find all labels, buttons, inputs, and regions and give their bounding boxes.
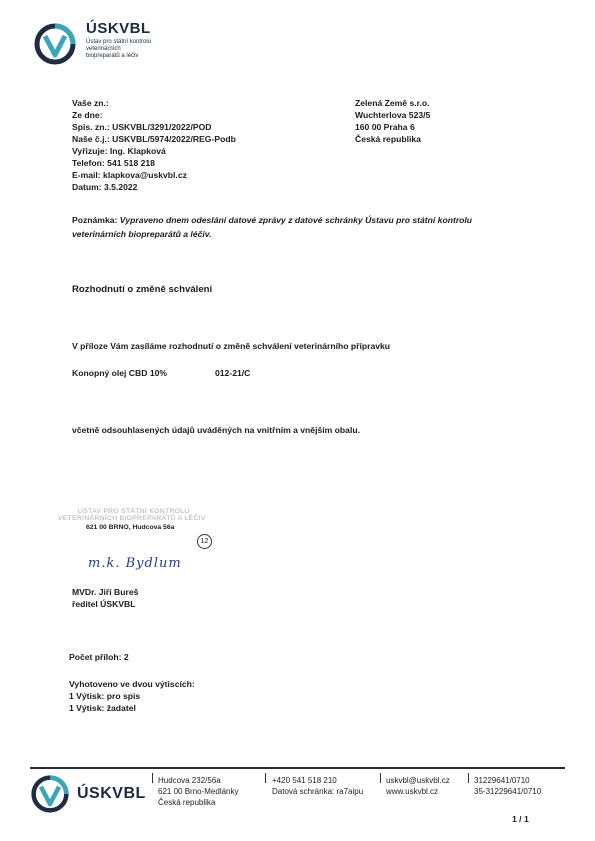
footer-logo-name: ÚSKVBL (77, 785, 146, 802)
uskvbl-logo-icon (30, 774, 70, 814)
footer-separator (265, 773, 266, 783)
ref-our-number: Naše č.j.: USKVBL/5974/2022/REG-Podb (72, 134, 236, 144)
body-intro: V příloze Vám zasíláme rozhodnutí o změně schválení veterinárního přípravku (72, 341, 391, 351)
page-number: 1 / 1 (512, 814, 529, 824)
uskvbl-logo-icon (33, 22, 77, 66)
footer-ids: 31229641/0710 35-31229641/0710 (474, 776, 542, 796)
footer-separator (152, 773, 153, 783)
footer-web (386, 775, 450, 797)
ref-date-of: Ze dne: (72, 110, 103, 120)
header-logo-name: ÚSKVBL (86, 20, 151, 37)
ref-your-ref: Vaše zn.: (72, 98, 109, 108)
header-logo-subtitle: Ústav pro státní kontrolu veterinárních biopreparátů a léčiv (86, 39, 152, 59)
ref-email: E-mail: klapkova@uskvbl.cz (72, 170, 187, 180)
footer-address: Hudcova 232/56a 621 00 Brno-Medlánky Česká republika (158, 776, 239, 807)
note-text-2: veterinárních biopreparátů a léčiv. (72, 229, 212, 239)
footer-email-link[interactable]: uskvbl@uskvbl.cz (386, 776, 450, 785)
subject-heading: Rozhodnutí o změně schválení (72, 284, 213, 295)
reference-block (72, 97, 236, 193)
note-label: Poznámka: (72, 215, 118, 225)
attachments-count: Počet příloh: 2 (69, 652, 129, 662)
footer-website-link[interactable]: www.uskvbl.cz (386, 787, 439, 796)
ref-phone: Telefon: 541 518 218 (72, 158, 155, 168)
dispatch-note (72, 213, 472, 241)
signatory-name: MVDr. Jiří Bureš (72, 587, 139, 597)
official-stamp: ÚSTAV PRO STÁTNÍ KONTROLU VETERINÁRNÍCH BIOPREPARÁTŮ A LÉČIV 621 00 BRNO, Hudcova 56a (58, 508, 206, 531)
body-closing: včetně odsouhlasených údajů uváděných na vnitřním a vnějším obalu. (72, 425, 360, 435)
footer-separator (380, 773, 381, 783)
signatory-title: ředitel ÚSKVBL (72, 599, 136, 609)
ref-handled-by: Vyřizuje: Ing. Klapková (72, 146, 166, 156)
product-name: Konopný olej CBD 10% (72, 368, 168, 378)
handwritten-signature: m.k. Bydlum (88, 556, 182, 571)
header-logo (33, 22, 77, 71)
note-text-1: Vypraveno dnem odeslání datové zprávy z datové schránky Ústavu pro státní kontrolu (119, 215, 473, 225)
footer-divider (30, 767, 565, 769)
footer-contact: +420 541 518 210 Datová schránka: ra7aipu (272, 776, 364, 796)
ref-file-number: Spis. zn.: USKVBL/3291/2022/POD (72, 122, 212, 132)
recipient-address: Zelená Země s.r.o. Wuchterlova 523/5 160 00 Praha 6 Česká republika (355, 98, 431, 144)
ref-date: Datum: 3.5.2022 (72, 182, 138, 192)
footer-logo (30, 774, 70, 819)
stamp-number-badge: 12 (197, 534, 212, 549)
copies-block: Vyhotoveno ve dvou výtiscích: 1 Výtisk: pro spis 1 Výtisk: žadatel (69, 679, 195, 713)
footer-separator (468, 773, 469, 783)
product-code: 012-21/C (215, 368, 251, 378)
